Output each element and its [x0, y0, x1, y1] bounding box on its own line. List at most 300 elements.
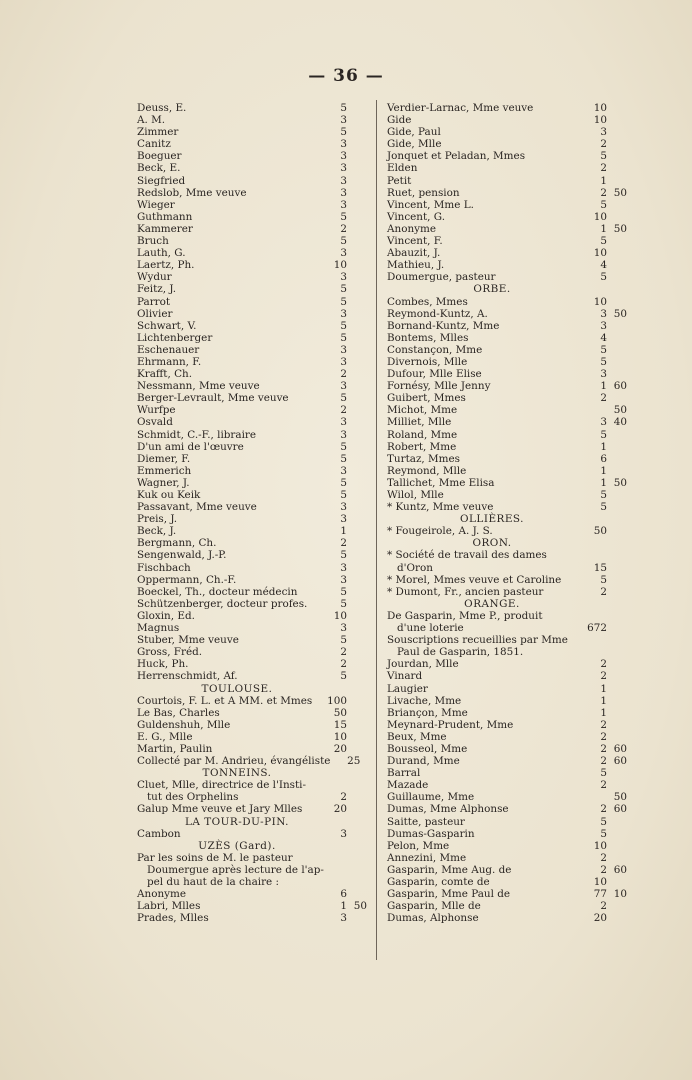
subscriber-row — [387, 743, 627, 755]
amount-francs: 50 — [593, 525, 607, 538]
subscriber-name: Gasparin, Mlle de — [387, 900, 481, 913]
subscriber-name: Herrenschmidt, Af. — [137, 670, 238, 683]
amount-francs: 672 — [587, 622, 607, 635]
amount-centimes: 50 — [613, 476, 627, 489]
amount-francs: 77 — [593, 888, 607, 901]
subscriber-name: Courtois, F. L. et A MM. et Mmes — [137, 694, 313, 707]
amount-francs: 2 — [600, 162, 607, 175]
subscriber-name: Meynard-Prudent, Mme — [387, 718, 514, 731]
amount-francs: 5 — [600, 343, 607, 356]
subscriber-name: Briançon, Mme — [387, 706, 468, 719]
amount-francs: 5 — [340, 597, 347, 610]
subscriber-name: Roland, Mme — [387, 428, 458, 441]
section-heading: OLLIÈRES. — [460, 513, 524, 526]
subscriber-name: Prades, Mlles — [137, 912, 209, 925]
subscriber-row — [387, 271, 627, 283]
amount-francs: 5 — [340, 319, 347, 332]
subscriber-row — [387, 296, 627, 308]
subscriber-row — [387, 392, 627, 404]
section-heading: ORANGE. — [464, 597, 520, 610]
subscriber-name: Dumas, Mme Alphonse — [387, 803, 509, 816]
subscriber-row — [137, 392, 367, 404]
subscriber-name: Wydur — [137, 271, 172, 284]
subscriber-name: Petit — [387, 174, 412, 187]
subscriber-row — [137, 562, 367, 574]
subscriber-row — [137, 900, 367, 912]
subscriber-row — [137, 187, 367, 199]
subscriber-row — [387, 501, 627, 513]
subscriber-name: Jourdan, Mlle — [387, 658, 459, 671]
amount-francs: 5 — [340, 549, 347, 562]
subscriber-row — [137, 876, 367, 888]
amount-francs: 5 — [340, 210, 347, 223]
amount-francs: 3 — [340, 198, 347, 211]
subscriber-name: Gide, Mlle — [387, 138, 442, 151]
amount-centimes: 60 — [613, 380, 627, 393]
subscriber-row — [137, 525, 367, 537]
subscriber-row — [387, 332, 627, 344]
subscriber-row — [387, 695, 627, 707]
amount-francs: 10 — [333, 609, 347, 622]
subscriber-row — [137, 416, 367, 428]
subscriber-row — [137, 126, 367, 138]
amount-francs: 5 — [600, 198, 607, 211]
amount-francs: 5 — [340, 585, 347, 598]
amount-centimes: 50 — [613, 404, 627, 417]
subscriber-row — [137, 114, 367, 126]
subscriber-name: Divernois, Mlle — [387, 355, 468, 368]
subscriber-row — [387, 380, 627, 392]
subscriber-row — [137, 731, 367, 743]
amount-francs: 2 — [340, 646, 347, 659]
subscriber-name: Anonyme — [137, 888, 187, 901]
subscriber-name: Bontems, Mlles — [387, 331, 469, 344]
amount-francs: 3 — [600, 319, 607, 332]
section-heading: ORBE. — [473, 283, 511, 296]
subscriber-name: Osvald — [137, 416, 173, 429]
subscriber-row — [137, 779, 367, 791]
subscriber-row — [137, 404, 367, 416]
subscriber-row — [387, 235, 627, 247]
subscriber-name: Krafft, Ch. — [137, 368, 193, 381]
subscriber-name: Constançon, Mme — [387, 343, 483, 356]
amount-francs: 3 — [340, 622, 347, 635]
subscriber-row — [387, 187, 627, 199]
amount-francs: 10 — [593, 114, 607, 127]
amount-francs: 5 — [600, 235, 607, 248]
subscriber-row — [137, 537, 367, 549]
subscriber-name: Wurfpe — [137, 404, 176, 417]
subscriber-row — [137, 429, 367, 441]
subscriber-row — [387, 900, 627, 912]
subscriber-name: Preis, J. — [137, 513, 178, 526]
subscriber-name: Schwart, V. — [137, 319, 197, 332]
amount-francs: 5 — [340, 126, 347, 139]
amount-francs: 6 — [340, 888, 347, 901]
amount-francs: 1 — [600, 222, 607, 235]
subscriber-name: Annezini, Mme — [387, 851, 467, 864]
subscriber-name: Cluet, Mlle, directrice de l'Insti- — [137, 779, 307, 792]
amount-francs: 5 — [340, 392, 347, 405]
amount-francs: 20 — [333, 742, 347, 755]
subscriber-name: Fornésy, Mlle Jenny — [387, 380, 491, 393]
subscriber-name: * Morel, Mmes veuve et Caroline — [387, 573, 562, 586]
subscriber-name: Deuss, E. — [137, 102, 187, 114]
subscriber-name: Kammerer — [137, 222, 193, 235]
subscriber-name: Magnus — [137, 622, 180, 635]
subscriber-row — [387, 658, 627, 670]
amount-francs: 1 — [340, 900, 347, 913]
subscriber-name: Schützenberger, docteur profes. — [137, 597, 308, 610]
amount-francs: 5 — [600, 573, 607, 586]
amount-francs: 6 — [600, 452, 607, 465]
amount-francs: 3 — [340, 573, 347, 586]
subscriber-name: Anonyme — [387, 222, 437, 235]
subscriber-row — [387, 465, 627, 477]
subscriber-name: Vincent, Mme L. — [387, 198, 474, 211]
subscriber-name: Gross, Fréd. — [137, 646, 203, 659]
amount-francs: 2 — [600, 658, 607, 671]
subscriber-name: pel du haut de la chaire : — [147, 876, 280, 888]
subscriber-name: Tallichet, Mme Elisa — [387, 476, 495, 489]
subscriber-row — [137, 803, 367, 815]
subscriber-row — [387, 102, 627, 114]
subscriber-name: Doumergue, pasteur — [387, 271, 496, 284]
subscriber-name: Le Bas, Charles — [137, 706, 220, 719]
amount-francs: 3 — [340, 150, 347, 163]
subscriber-row — [137, 743, 367, 755]
subscriber-row — [137, 755, 367, 767]
subscriber-name: Redslob, Mme veuve — [137, 186, 247, 199]
subscriber-name: Beck, J. — [137, 525, 177, 538]
section-heading: TOULOUSE. — [201, 682, 273, 695]
subscriber-row — [137, 344, 367, 356]
subscriber-name: Wagner, J. — [137, 476, 190, 489]
subscriber-name: Mazade — [387, 779, 429, 792]
subscriber-row — [137, 888, 367, 900]
amount-francs: 15 — [593, 561, 607, 574]
subscriber-row — [387, 767, 627, 779]
subscriber-row — [387, 477, 627, 489]
amount-francs: 5 — [340, 331, 347, 344]
subscriber-row — [137, 162, 367, 174]
amount-francs: 2 — [600, 742, 607, 755]
subscriber-name: Canitz — [137, 138, 171, 151]
subscriber-row — [387, 150, 627, 162]
subscriber-row — [137, 574, 367, 586]
subscriber-name: Kuk ou Keik — [137, 489, 201, 501]
subscriber-name: A. M. — [137, 114, 166, 127]
amount-centimes: 60 — [613, 863, 627, 876]
subscriber-name: Fischbach — [137, 561, 191, 574]
subscriber-row — [137, 719, 367, 731]
section-heading: UZÈS (Gard). — [198, 839, 276, 852]
amount-francs: 2 — [600, 138, 607, 151]
subscriber-row — [137, 259, 367, 271]
subscriber-row — [387, 864, 627, 876]
subscriber-row — [137, 211, 367, 223]
amount-francs: 5 — [340, 670, 347, 683]
subscriber-name: Barral — [387, 767, 421, 780]
right-column — [387, 102, 627, 924]
amount-francs: 3 — [340, 174, 347, 187]
subscriber-name: Sengenwald, J.-P. — [137, 549, 227, 562]
subscriber-row — [137, 549, 367, 561]
amount-francs: 3 — [340, 416, 347, 429]
amount-francs: 5 — [600, 827, 607, 840]
subscriber-row — [387, 247, 627, 259]
amount-francs: 5 — [600, 489, 607, 501]
amount-francs: 3 — [600, 416, 607, 429]
subscriber-name: d'Oron — [397, 561, 433, 574]
amount-francs: 1 — [600, 682, 607, 695]
amount-francs: 5 — [340, 440, 347, 453]
subscriber-name: Guldenshuh, Mlle — [137, 718, 231, 731]
subscriber-name: Guillaume, Mme — [387, 791, 475, 804]
amount-francs: 5 — [340, 452, 347, 465]
subscriber-name: Elden — [387, 162, 418, 175]
subscriber-row — [137, 453, 367, 465]
subscriber-row — [387, 308, 627, 320]
subscriber-name: Boeckel, Th., docteur médecin — [137, 585, 298, 598]
amount-francs: 5 — [340, 283, 347, 296]
amount-francs: 2 — [600, 900, 607, 913]
amount-francs: 3 — [340, 343, 347, 356]
subscriber-row — [137, 852, 367, 864]
subscriber-row — [387, 453, 627, 465]
amount-francs: 5 — [600, 815, 607, 828]
subscriber-name: Dufour, Mlle Elise — [387, 368, 482, 381]
subscriber-name: Paul de Gasparin, 1851. — [397, 646, 524, 659]
subscriber-row — [387, 852, 627, 864]
amount-centimes: 50 — [613, 222, 627, 235]
subscriber-name: Cambon — [137, 827, 181, 840]
subscriber-name: Gasparin, Mme Paul de — [387, 888, 511, 901]
subscriber-name: Gide — [387, 114, 412, 127]
amount-francs: 3 — [340, 561, 347, 574]
amount-francs: 2 — [600, 851, 607, 864]
subscriber-row — [137, 296, 367, 308]
subscriber-row — [387, 840, 627, 852]
amount-francs: 2 — [600, 392, 607, 405]
subscriber-name: Olivier — [137, 307, 173, 320]
amount-francs: 5 — [600, 501, 607, 514]
subscriber-name: E. G., Mlle — [137, 730, 193, 743]
amount-francs: 3 — [340, 186, 347, 199]
subscriber-name: Gide, Paul — [387, 126, 441, 139]
subscriber-name: * Kuntz, Mme veuve — [387, 501, 494, 514]
amount-francs: 1 — [600, 464, 607, 477]
amount-centimes: 50 — [353, 900, 367, 913]
column-divider — [376, 100, 377, 960]
subscriber-row — [387, 586, 627, 598]
amount-francs: 3 — [600, 307, 607, 320]
subscriber-row — [137, 670, 367, 682]
subscriber-row — [137, 489, 367, 501]
subscriber-name: Michot, Mme — [387, 404, 458, 417]
amount-centimes: 60 — [613, 803, 627, 816]
subscriber-row — [387, 683, 627, 695]
amount-francs: 3 — [340, 114, 347, 127]
subscriber-name: Gasparin, Mme Aug. de — [387, 863, 512, 876]
amount-francs: 3 — [340, 271, 347, 284]
subscriber-name: Galup Mme veuve et Jary Mlles — [137, 803, 303, 816]
subscriber-name: Beux, Mme — [387, 730, 447, 743]
subscriber-name: Robert, Mme — [387, 440, 457, 453]
subscriber-name: Parrot — [137, 295, 171, 308]
subscriber-name: Wilol, Mlle — [387, 489, 444, 501]
amount-centimes: 10 — [613, 888, 627, 901]
subscriber-row — [137, 622, 367, 634]
subscriber-name: Wieger — [137, 198, 175, 211]
subscriber-row — [387, 562, 627, 574]
amount-francs: 20 — [593, 912, 607, 925]
subscriber-name: Eschenauer — [137, 343, 200, 356]
amount-centimes: 40 — [613, 416, 627, 429]
subscriber-name: Gloxin, Ed. — [137, 609, 195, 622]
amount-francs: 5 — [340, 476, 347, 489]
amount-francs: 2 — [340, 222, 347, 235]
subscriber-name: Dumas-Gasparin — [387, 827, 475, 840]
amount-francs: 2 — [600, 730, 607, 743]
subscriber-name: Oppermann, Ch.-F. — [137, 573, 237, 586]
amount-francs: 5 — [340, 295, 347, 308]
amount-francs: 2 — [600, 670, 607, 683]
subscriber-row — [137, 223, 367, 235]
subscriber-row — [137, 707, 367, 719]
subscriber-name: Zimmer — [137, 126, 179, 139]
subscriber-row — [137, 320, 367, 332]
subscriber-name: Guthmann — [137, 210, 193, 223]
amount-francs: 3 — [340, 247, 347, 260]
amount-francs: 2 — [340, 368, 347, 381]
subscriber-row — [387, 404, 627, 416]
subscriber-row — [137, 695, 367, 707]
amount-francs: 2 — [340, 537, 347, 550]
subscriber-row — [137, 501, 367, 513]
subscriber-row — [387, 803, 627, 815]
subscriber-row — [137, 513, 367, 525]
amount-francs: 3 — [340, 307, 347, 320]
amount-francs: 5 — [340, 634, 347, 647]
subscriber-name: Huck, Ph. — [137, 658, 189, 671]
subscriber-name: Verdier-Larnac, Mme veuve — [387, 102, 534, 114]
subscriber-name: Saitte, pasteur — [387, 815, 465, 828]
subscriber-name: Feitz, J. — [137, 283, 177, 296]
amount-francs: 10 — [593, 295, 607, 308]
page-number: — 36 — — [308, 66, 384, 86]
amount-francs: 1 — [600, 380, 607, 393]
subscriber-name: Schmidt, C.-F., libraire — [137, 428, 257, 441]
subscriber-row — [137, 283, 367, 295]
subscriber-row — [387, 429, 627, 441]
amount-francs: 2 — [340, 791, 347, 804]
amount-francs: 1 — [600, 706, 607, 719]
subscriber-row — [387, 574, 627, 586]
subscriber-row — [387, 610, 627, 622]
amount-francs: 1 — [340, 525, 347, 538]
amount-francs: 3 — [340, 138, 347, 151]
subscriber-row — [387, 211, 627, 223]
subscriber-name: Siegfried — [137, 174, 186, 187]
subscriber-name: Stuber, Mme veuve — [137, 634, 239, 647]
subscriber-row — [137, 380, 367, 392]
subscriber-name: Ehrmann, F. — [137, 355, 202, 368]
subscriber-name: Souscriptions recueillies par Mme — [387, 634, 568, 647]
subscriber-name: Durand, Mme — [387, 755, 460, 768]
amount-francs: 3 — [600, 368, 607, 381]
amount-francs: 100 — [327, 694, 347, 707]
subscriber-row — [137, 235, 367, 247]
subscriber-name: * Fougeirole, A. J. S. — [387, 525, 493, 538]
amount-francs: 3 — [340, 162, 347, 175]
amount-francs: 5 — [600, 428, 607, 441]
subscriber-name: Laertz, Ph. — [137, 259, 195, 272]
subscriber-name: Vincent, G. — [387, 210, 446, 223]
amount-centimes: 50 — [613, 791, 627, 804]
subscriber-row — [137, 368, 367, 380]
subscriber-row — [137, 912, 367, 924]
subscriber-row — [387, 707, 627, 719]
amount-francs: 1 — [600, 440, 607, 453]
subscriber-row — [387, 344, 627, 356]
amount-francs: 10 — [333, 730, 347, 743]
amount-centimes: 50 — [613, 307, 627, 320]
amount-centimes: 60 — [613, 742, 627, 755]
subscriber-name: Diemer, F. — [137, 452, 191, 465]
subscriber-row — [137, 634, 367, 646]
subscriber-name: Gasparin, comte de — [387, 876, 490, 888]
subscriber-row — [387, 525, 627, 537]
subscriber-name: Martin, Paulin — [137, 742, 213, 755]
subscriber-row — [387, 634, 627, 646]
subscriber-row — [137, 247, 367, 259]
amount-francs: 2 — [600, 803, 607, 816]
subscriber-name: Bornand-Kuntz, Mme — [387, 319, 500, 332]
amount-francs: 3 — [340, 464, 347, 477]
subscriber-row — [387, 816, 627, 828]
amount-francs: 2 — [600, 779, 607, 792]
subscriber-name: Bergmann, Ch. — [137, 537, 217, 550]
subscriber-row — [387, 912, 627, 924]
subscriber-row — [387, 888, 627, 900]
subscriber-name: Collecté par M. Andrieu, évangéliste — [137, 755, 331, 768]
amount-francs: 10 — [593, 839, 607, 852]
amount-francs: 3 — [340, 501, 347, 514]
amount-francs: 10 — [593, 876, 607, 888]
subscriber-row — [387, 755, 627, 767]
subscriber-name: Guibert, Mmes — [387, 392, 466, 405]
subscriber-row — [137, 828, 367, 840]
subscriber-row — [137, 271, 367, 283]
subscriber-name: Ruet, pension — [387, 186, 460, 199]
amount-francs: 5 — [600, 355, 607, 368]
amount-centimes: 50 — [613, 186, 627, 199]
amount-francs: 2 — [600, 585, 607, 598]
subscriber-row — [387, 368, 627, 380]
subscriber-name: Turtaz, Mmes — [387, 452, 461, 465]
subscriber-row — [387, 828, 627, 840]
subscriber-row — [137, 791, 367, 803]
subscriber-row — [387, 731, 627, 743]
subscriber-row — [387, 162, 627, 174]
subscriber-row — [387, 670, 627, 682]
amount-francs: 10 — [593, 210, 607, 223]
subscriber-row — [387, 259, 627, 271]
amount-francs: 5 — [600, 767, 607, 780]
subscriber-name: Reymond-Kuntz, A. — [387, 307, 488, 320]
amount-francs: 1 — [600, 174, 607, 187]
